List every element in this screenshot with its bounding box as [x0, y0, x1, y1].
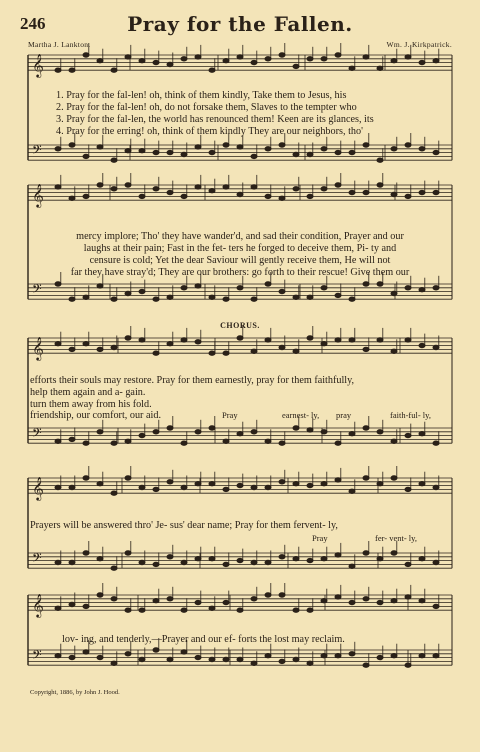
verse-1-ending: efforts their souls may restore. Pray for them earnestly, pray for them faithfully,	[30, 375, 355, 386]
treble-notes-4	[55, 466, 439, 495]
bass-clef-icon: 𝄢	[32, 425, 42, 444]
bass-echo-faithfully: faith-ful- ly,	[390, 410, 431, 420]
verse-1-line-2: mercy implore; Tho' they have wander'd, and sad their condition, Prayer and our	[76, 231, 404, 242]
bass-notes-4	[55, 541, 439, 570]
hymn-title: Pray for the Fallen.	[127, 12, 353, 36]
bass-clef-icon: 𝄢	[32, 142, 42, 161]
verse-4-line-1: 4. Pray for the erring! oh, think of them kindly They are our neighbors, tho'	[56, 126, 363, 137]
treble-notes-1	[55, 43, 439, 72]
bass-echo-earnestly: earnest- ly,	[282, 410, 320, 420]
bass-echo-pray-2: pray	[336, 410, 352, 420]
verse-3-line-1: 3. Pray for the fal-len, the world has renounced them! Keen are its glances, its	[56, 114, 374, 125]
verse-1-line-1: 1. Pray for the fal-len! oh, think of them kindly, Take them to Jesus, his	[56, 90, 347, 101]
verse-3-ending: turn them away from his fold.	[30, 399, 152, 410]
page-number: 246	[20, 14, 46, 33]
verse-2-ending: help them again and a- gain.	[30, 387, 146, 398]
verse-4-line-2: far they have stray'd; They are our brothers: go forth to their rescue! Give them our	[70, 267, 410, 278]
copyright-notice: Copyright, 1886, by John J. Hood.	[30, 689, 120, 696]
bass-notes-1	[55, 133, 439, 162]
treble-clef-icon: 𝄞	[32, 476, 44, 501]
bass-echo-pray-1: Pray	[222, 410, 238, 420]
lyricist-credit: Martha J. Lankton.	[28, 40, 91, 49]
treble-clef-icon: 𝄞	[32, 53, 44, 78]
verse-4-ending: friendship, our comfort, our aid.	[30, 410, 161, 421]
bass-echo-pray-3: Pray	[312, 533, 328, 543]
bass-clef-icon: 𝄢	[32, 550, 42, 569]
chorus-line-2: Prayers will be answered thro' Je- sus' dear name; Pray for them fervent- ly,	[30, 520, 338, 531]
treble-notes-5	[55, 583, 439, 612]
composer-credit: Wm. J. Kirkpatrick.	[386, 40, 452, 49]
chorus-label: CHORUS.	[220, 321, 260, 330]
verse-2-line-1: 2. Pray for the fal-len! oh, do not forsake them, Slaves to the tempter who	[56, 102, 357, 113]
treble-clef-icon: 𝄞	[32, 183, 44, 208]
treble-clef-icon: 𝄞	[32, 593, 44, 618]
verse-3-line-2: censure is cold; Yet the dear Saviour will gently receive them, He will not	[89, 255, 391, 266]
treble-clef-icon: 𝄞	[32, 336, 44, 361]
chorus-line-3: lov- ing, and tenderly,—Prayer and our ef- forts the lost may reclaim.	[62, 634, 345, 645]
verse-2-line-2: laughs at their pain; Fast in the fet- ters he forged to deceive them, Pi- ty and	[83, 243, 397, 254]
bass-clef-icon: 𝄢	[32, 281, 42, 300]
bass-clef-icon: 𝄢	[32, 647, 42, 666]
bass-echo-fervently: fer- vent- ly,	[375, 533, 417, 543]
treble-notes-3	[55, 326, 439, 355]
